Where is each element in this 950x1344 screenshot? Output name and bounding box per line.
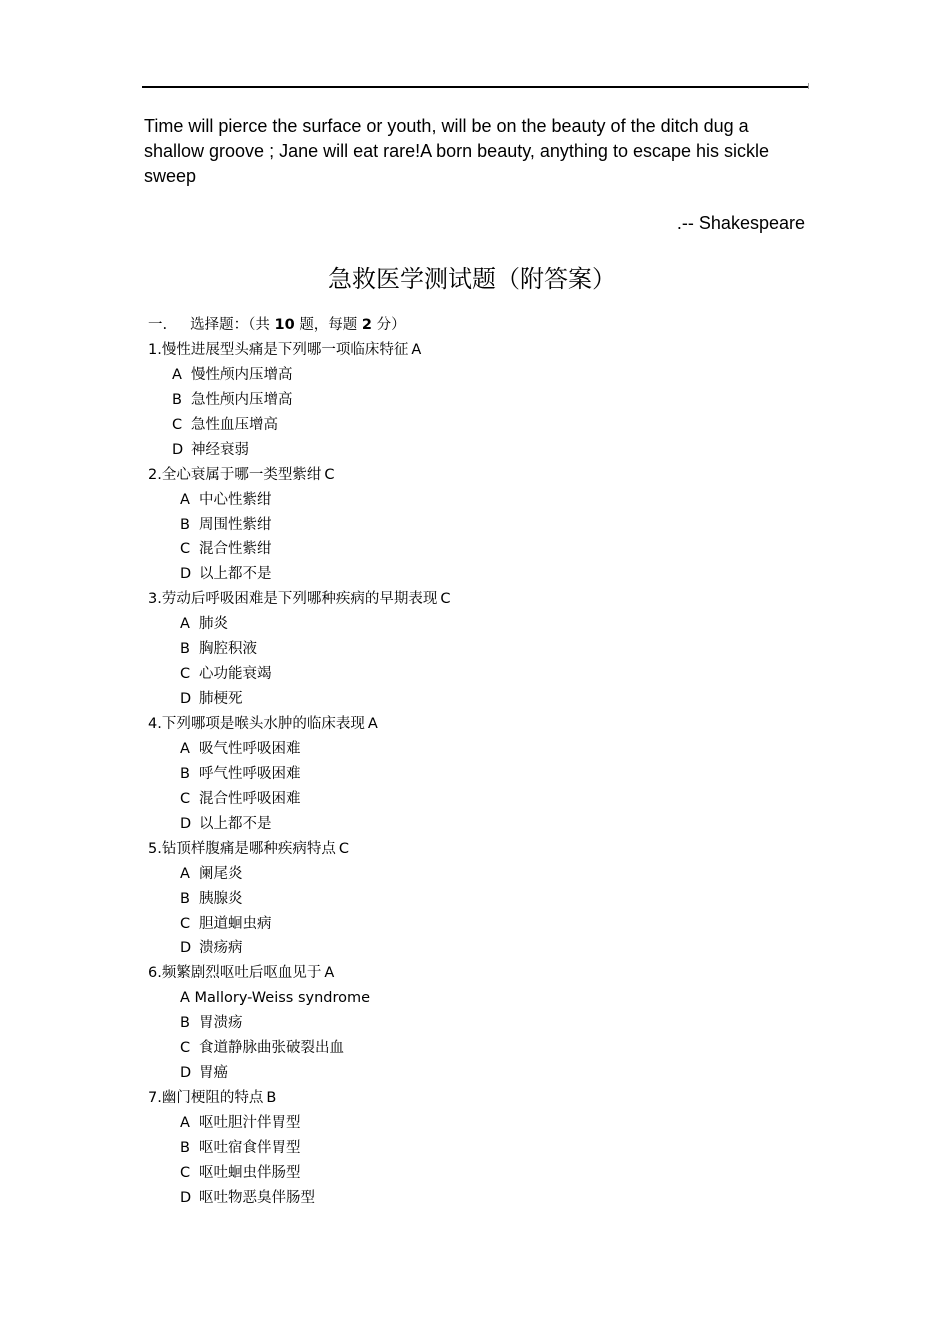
option-text: 呼气性呼吸困难 <box>199 765 301 782</box>
section-label-b: 题，每题 <box>299 317 358 333</box>
option <box>148 812 808 837</box>
option-letter: C <box>172 416 183 433</box>
option <box>148 413 808 438</box>
question-answer: C <box>338 840 349 857</box>
option-letter: B <box>180 890 190 907</box>
option-text: 胃癌 <box>199 1065 228 1082</box>
header-rule-tick <box>808 83 809 89</box>
question-text: 下列哪项是喉头水肿的临床表现 <box>161 716 365 732</box>
section-label-c: 分） <box>376 317 406 333</box>
option-letter: C <box>180 1040 191 1057</box>
option <box>148 687 808 712</box>
option <box>148 1036 808 1061</box>
option-text: 以上都不是 <box>199 815 272 832</box>
option <box>148 513 808 538</box>
option <box>148 1061 808 1086</box>
option-letter: D <box>180 940 192 957</box>
question-answer: B <box>266 1090 277 1107</box>
option-text: 呕吐物恶臭伴肠型 <box>199 1189 315 1206</box>
question-answer: A <box>367 716 378 732</box>
option-letter: A <box>180 990 190 1007</box>
page-title: 急救医学测试题（附答案） <box>328 265 616 293</box>
option <box>148 936 808 961</box>
question-number: 7. <box>148 1090 162 1107</box>
question-answer: A <box>324 965 335 982</box>
question-number: 1. <box>148 341 162 358</box>
option <box>148 737 808 762</box>
question-number: 6. <box>148 965 162 982</box>
question-3 <box>148 587 808 612</box>
option-letter: B <box>180 1139 190 1156</box>
option-letter: B <box>180 516 190 533</box>
option-text: 呕吐蛔虫伴肠型 <box>199 1164 301 1181</box>
option-text: Mallory-Weiss syndrome <box>194 990 371 1007</box>
option-text: 溃疡病 <box>199 940 243 957</box>
option <box>148 537 808 562</box>
option-letter: B <box>180 641 190 658</box>
option-text: 胃溃疡 <box>199 1015 243 1032</box>
option-letter: D <box>180 691 192 708</box>
section-prefix: 一. <box>148 317 168 333</box>
option-letter: D <box>172 441 184 458</box>
option <box>148 1111 808 1136</box>
option-text: 肺梗死 <box>199 691 243 708</box>
option <box>148 986 808 1011</box>
option-text: 食道静脉曲张破裂出血 <box>199 1040 344 1057</box>
option-letter: B <box>180 1015 190 1032</box>
option-text: 心功能衰竭 <box>199 666 272 683</box>
option-letter: A <box>180 491 190 508</box>
question-answer: C <box>324 466 335 483</box>
option <box>148 912 808 937</box>
option-letter: C <box>180 541 191 558</box>
question-text: 频繁剧烈呕吐后呕血见于 <box>161 965 322 982</box>
option-text: 肺炎 <box>199 616 228 633</box>
option <box>148 1186 808 1211</box>
option-letter: D <box>180 815 192 832</box>
question-text: 全心衰属于哪一类型紫绀 <box>161 466 322 483</box>
option-letter: A <box>180 740 190 757</box>
option-letter: A <box>180 1115 190 1131</box>
option <box>148 762 808 787</box>
question-text: 慢性进展型头痛是下列哪一项临床特征 <box>161 341 409 358</box>
question-2 <box>148 463 808 488</box>
option <box>148 637 808 662</box>
option-text: 胰腺炎 <box>199 890 243 907</box>
option <box>148 887 808 912</box>
question-text: 幽门梗阻的特点 <box>161 1090 264 1107</box>
section-points: 2 <box>361 317 373 333</box>
option <box>148 1011 808 1036</box>
option <box>148 488 808 513</box>
question-1 <box>148 338 808 363</box>
option-letter: C <box>180 1164 191 1181</box>
section-heading <box>148 313 808 338</box>
question-number: 4. <box>148 716 162 732</box>
option-letter: D <box>180 566 192 583</box>
option <box>148 1161 808 1186</box>
option <box>148 862 808 887</box>
option-text: 急性颅内压增高 <box>191 391 293 408</box>
option-letter: C <box>180 790 191 807</box>
option-text: 胸腔积液 <box>199 641 257 658</box>
option-letter: A <box>180 616 190 633</box>
option <box>148 363 808 388</box>
option-letter: D <box>180 1189 192 1206</box>
option-text: 吸气性呼吸困难 <box>199 740 301 757</box>
question-answer: C <box>440 591 451 608</box>
option-letter: B <box>180 765 190 782</box>
option-text: 急性血压增高 <box>191 416 278 433</box>
option-text: 中心性紫绀 <box>199 491 272 508</box>
option-text: 混合性呼吸困难 <box>199 790 301 807</box>
option-text: 以上都不是 <box>199 566 272 583</box>
option <box>148 438 808 463</box>
option-letter: A <box>180 865 190 882</box>
option-letter: D <box>180 1065 192 1082</box>
question-answer: A <box>411 341 422 358</box>
option-text: 混合性紫绀 <box>199 541 272 558</box>
question-5 <box>148 837 808 862</box>
question-text: 劳动后呼吸困难是下列哪种疾病的早期表现 <box>161 591 438 608</box>
option-text: 神经衰弱 <box>191 441 249 458</box>
question-number: 5. <box>148 840 162 857</box>
option-letter: C <box>180 915 191 932</box>
option <box>148 612 808 637</box>
option-text: 呕吐胆汁伴胃型 <box>199 1115 301 1131</box>
question-6 <box>148 961 808 986</box>
option-text: 周围性紫绀 <box>199 516 272 533</box>
option-letter: C <box>180 666 191 683</box>
question-number: 2. <box>148 466 162 483</box>
header-rule <box>142 86 808 88</box>
option <box>148 388 808 413</box>
option-text: 呕吐宿食伴胃型 <box>199 1139 301 1156</box>
question-4 <box>148 712 808 737</box>
option <box>148 562 808 587</box>
option-text: 慢性颅内压增高 <box>191 366 293 383</box>
quote-author: .-- Shakespeare <box>676 213 805 233</box>
section-count: 10 <box>274 317 295 333</box>
question-text: 钻顶样腹痛是哪种疾病特点 <box>161 840 336 857</box>
section-label-a: 选择题：（共 <box>190 317 270 333</box>
question-7 <box>148 1086 808 1111</box>
option <box>148 662 808 687</box>
question-list <box>148 313 808 1211</box>
option-letter: B <box>172 391 182 408</box>
quote-text: Time will pierce the surface or youth, will be on the beauty of the ditch dug a shallow groove ; Jane will eat rare!A born beauty, anything to escape his sickle sweep <box>144 116 770 186</box>
question-number: 3. <box>148 591 162 608</box>
option-letter: A <box>172 366 182 383</box>
option-text: 胆道蛔虫病 <box>199 915 272 932</box>
option <box>148 787 808 812</box>
option <box>148 1136 808 1161</box>
option-text: 阑尾炎 <box>199 865 243 882</box>
